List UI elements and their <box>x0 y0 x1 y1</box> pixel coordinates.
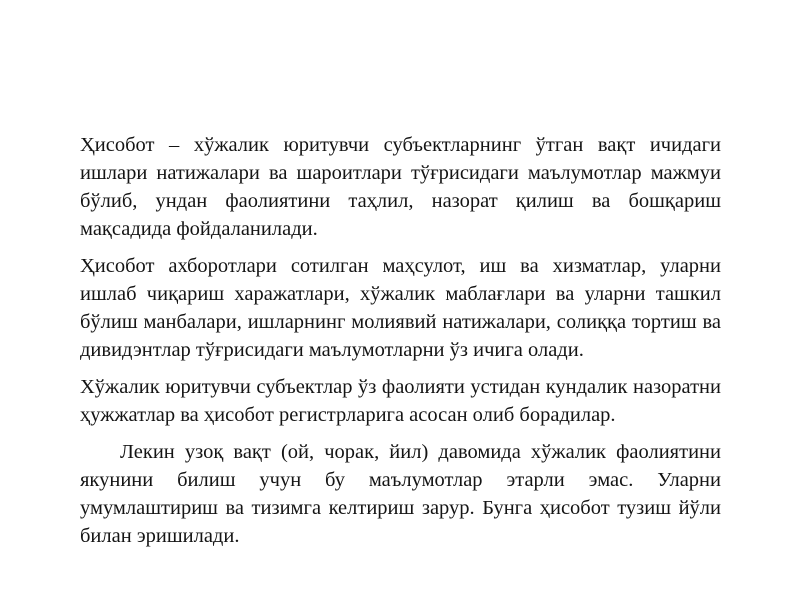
paragraph-daily-control: Хўжалик юритувчи субъектлар ўз фаолияти устидан кундалик назоратни ҳужжатлар ва ҳисобот регистрларига асосан олиб борадилар. <box>80 376 721 426</box>
document-page <box>80 131 721 559</box>
paragraph-report-summary: Лекин узоқ вақт (ой, чорак, йил) давомида хўжалик фаолиятини якунини билиш учун бу маълумотлар этарли эмас. Уларни умумлаштириш ва тизимга келтириш зарур. Бунга ҳисобот тузиш йўли билан эришилади. <box>80 441 721 547</box>
paragraph-report-information: Ҳисобот ахборотлари сотилган маҳсулот, иш ва хизматлар, уларни ишлаб чиқариш харажатлари, хўжалик маблағлари ва уларни ташкил бўлиш манбалари, ишларнинг молиявий натижалари, солиққа тортиш ва дивидэнтлар тўғрисидаги маълумотларни ўз ичига олади. <box>80 255 721 361</box>
paragraph-report-definition: Ҳисобот – хўжалик юритувчи субъектларнинг ўтган вақт ичидаги ишлари натижалари ва шароитлари тўғрисидаги маълумотлар мажмуи бўлиб, ундан фаолиятини таҳлил, назорат қилиш ва бошқариш мақсадида фойдаланилади. <box>80 134 721 240</box>
